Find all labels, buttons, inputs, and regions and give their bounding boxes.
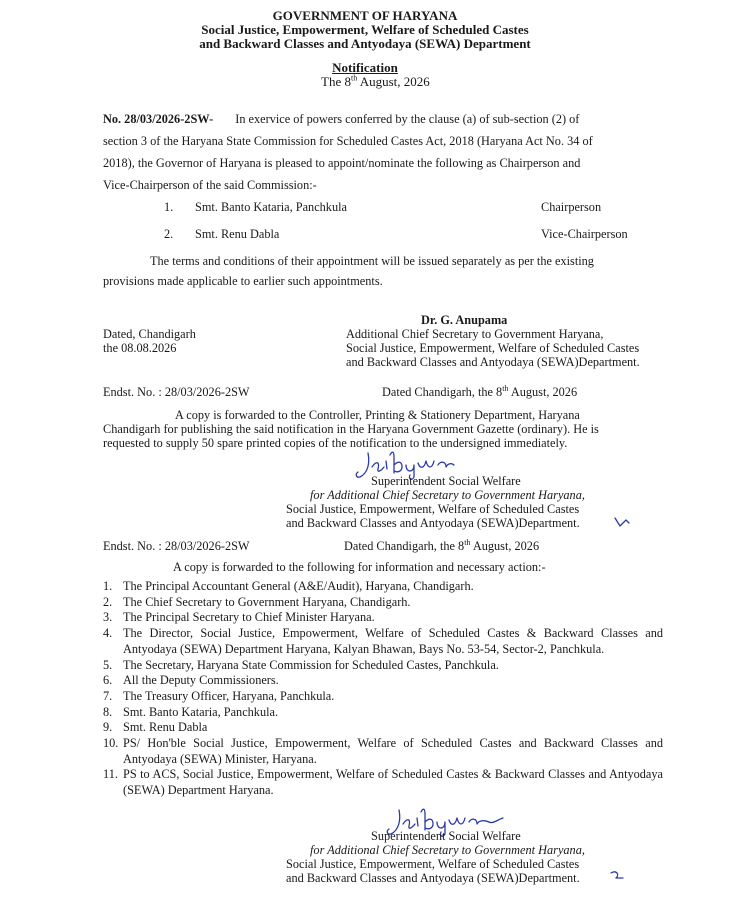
signatory-designation-line2: Social Justice, Empowerment, Welfare of Scheduled Castes: [346, 341, 640, 355]
initials-mark-2: [608, 868, 628, 884]
list-item: [103, 610, 663, 626]
endorsement-2-date: [344, 539, 539, 554]
appointee-2-number: 2.: [164, 227, 174, 241]
list-item-number: 8.: [103, 704, 113, 719]
order-number: No. 28/03/2026-2SW-: [103, 112, 214, 126]
appointee-2-role: Vice-Chairperson: [541, 227, 628, 241]
list-item: [103, 626, 663, 657]
list-item-number: 11.: [103, 767, 118, 782]
list-item-text: The Principal Accountant General (A&E/Audit), Haryana, Chandigarh.: [123, 579, 474, 593]
list-item: [103, 720, 663, 736]
terms-line1: The terms and conditions of their appointment will be issued separately as per the existing: [150, 254, 594, 268]
dated-date: the 08.08.2026: [103, 341, 177, 355]
supt-2-line1: for Additional Chief Secretary to Government Haryana,: [310, 843, 585, 857]
endorsement-1-date-prefix: Dated Chandigarh, the 8: [382, 385, 503, 399]
header-government: GOVERNMENT OF HARYANA: [272, 8, 458, 23]
initials-mark-1: [612, 514, 632, 530]
notification-date-prefix: The 8: [321, 74, 351, 89]
supt-1-line2: Social Justice, Empowerment, Welfare of Scheduled Castes: [286, 502, 580, 516]
list-item: [103, 767, 663, 798]
endorsement-1-para-line3: requested to supply 50 spare printed copies of the notification to the undersigned immediately.: [103, 436, 568, 450]
supt-1-line1: for Additional Chief Secretary to Government Haryana,: [310, 488, 585, 502]
list-item-number: 6.: [103, 673, 113, 688]
list-item: [103, 658, 663, 674]
dated-place: Dated, Chandigarh: [103, 327, 196, 341]
header-department-line1: Social Justice, Empowerment, Welfare of Scheduled Castes: [201, 22, 529, 37]
terms-line2: provisions made applicable to earlier such appointments.: [103, 274, 383, 288]
list-item-number: 9.: [103, 720, 113, 735]
endorsement-2-intro: A copy is forwarded to the following for information and necessary action:-: [173, 560, 546, 574]
order-line1: In exervice of powers conferred by the clause (a) of sub-section (2) of: [235, 112, 580, 126]
list-item-text: The Chief Secretary to Government Haryana, Chandigarh.: [123, 594, 411, 609]
list-item: [103, 705, 663, 721]
appointee-1-role: Chairperson: [541, 200, 602, 214]
endorsement-1-number: Endst. No. : 28/03/2026-2SW: [103, 385, 250, 399]
list-item-text: The Secretary, Haryana State Commission for Scheduled Castes, Panchkula.: [123, 657, 499, 672]
supt-2-line2: Social Justice, Empowerment, Welfare of Scheduled Castes: [286, 857, 580, 871]
signatory-designation-line1: Additional Chief Secretary to Government Haryana,: [346, 327, 604, 341]
list-item-text: PS to ACS, Social Justice, Empowerment, Welfare of Scheduled Castes & Backward Classes and Antyodaya (SEWA) Department Haryana.: [123, 767, 663, 798]
list-item-text: All the Deputy Commissioners.: [123, 673, 279, 688]
supt-2-title: Superintendent Social Welfare: [371, 829, 521, 843]
signatory-name: Dr. G. Anupama: [421, 313, 508, 327]
list-item-text: The Treasury Officer, Haryana, Panchkula.: [123, 688, 335, 703]
notification-date-sup: th: [350, 73, 358, 83]
list-item-text: The Principal Secretary to Chief Minister Haryana.: [123, 610, 375, 625]
endorsement-1-date: [382, 385, 577, 400]
order-paragraph-line1: [103, 112, 579, 127]
appointee-1-number: 1.: [164, 200, 174, 214]
list-item-text: Smt. Banto Kataria, Panchkula.: [123, 704, 279, 719]
list-item-number: 2.: [103, 594, 113, 609]
endorsement-2-number: Endst. No. : 28/03/2026-2SW: [103, 539, 250, 553]
order-line4: Vice-Chairperson of the said Commission:-: [103, 178, 317, 192]
notification-title: Notification: [332, 60, 398, 75]
list-item-number: 7.: [103, 688, 113, 703]
endorsement-2-date-suffix: August, 2026: [470, 539, 540, 553]
supt-1-line3: and Backward Classes and Antyodaya (SEWA)Department.: [286, 516, 580, 530]
list-item-number: 4.: [103, 626, 113, 641]
endorsement-1-para-line1: A copy is forwarded to the Controller, Printing & Stationery Department, Haryana: [175, 408, 580, 422]
appointee-1-name: Smt. Banto Kataria, Panchkula: [195, 200, 347, 214]
header-department-line2: and Backward Classes and Antyodaya (SEWA) Department: [199, 36, 531, 51]
list-item-number: 1.: [103, 579, 113, 593]
notification-date-suffix: August, 2026: [357, 74, 430, 89]
signatory-designation-line3: and Backward Classes and Antyodaya (SEWA)Department.: [346, 355, 640, 369]
supt-1-title: Superintendent Social Welfare: [371, 474, 521, 488]
list-item-number: 10.: [103, 736, 119, 751]
endorsement-2-date-sup: th: [464, 537, 471, 547]
list-item-number: 5.: [103, 657, 113, 672]
copy-distribution-list: [103, 579, 663, 799]
list-item: [103, 595, 663, 611]
list-item-text: Smt. Renu Dabla: [123, 720, 208, 735]
appointee-2-name: Smt. Renu Dabla: [195, 227, 280, 241]
list-item: [103, 736, 663, 767]
list-item-number: 3.: [103, 610, 113, 625]
endorsement-1-date-sup: th: [502, 383, 509, 393]
endorsement-2-date-prefix: Dated Chandigarh, the 8: [344, 539, 465, 553]
list-item: [103, 673, 663, 689]
supt-2-line3: and Backward Classes and Antyodaya (SEWA)Department.: [286, 871, 580, 885]
list-item: [103, 579, 663, 595]
notification-date: [321, 74, 430, 90]
endorsement-1-para-line2: Chandigarh for publishing the said notification in the Haryana Government Gazette (ordinary). He is: [103, 422, 599, 436]
endorsement-1-date-suffix: August, 2026: [508, 385, 578, 399]
order-line2: section 3 of the Haryana State Commission for Scheduled Castes Act, 2018 (Haryana Act No. 34 of: [103, 134, 593, 148]
list-item-text: PS/ Hon'ble Social Justice, Empowerment, Welfare of Scheduled Castes and Backward Classes and Antyodaya (SEWA) Minister, Haryana.: [123, 736, 663, 766]
list-item: [103, 689, 663, 705]
order-line3: 2018), the Governor of Haryana is pleased to appoint/nominate the following as Chairperson and: [103, 156, 581, 170]
list-item-text: The Director, Social Justice, Empowerment, Welfare of Scheduled Castes & Backward Classes and Antyodaya (SEWA) Department Haryana, Kalyan Bhawan, Bays No. 53-54, Sector-2, Panchkula.: [123, 626, 663, 656]
